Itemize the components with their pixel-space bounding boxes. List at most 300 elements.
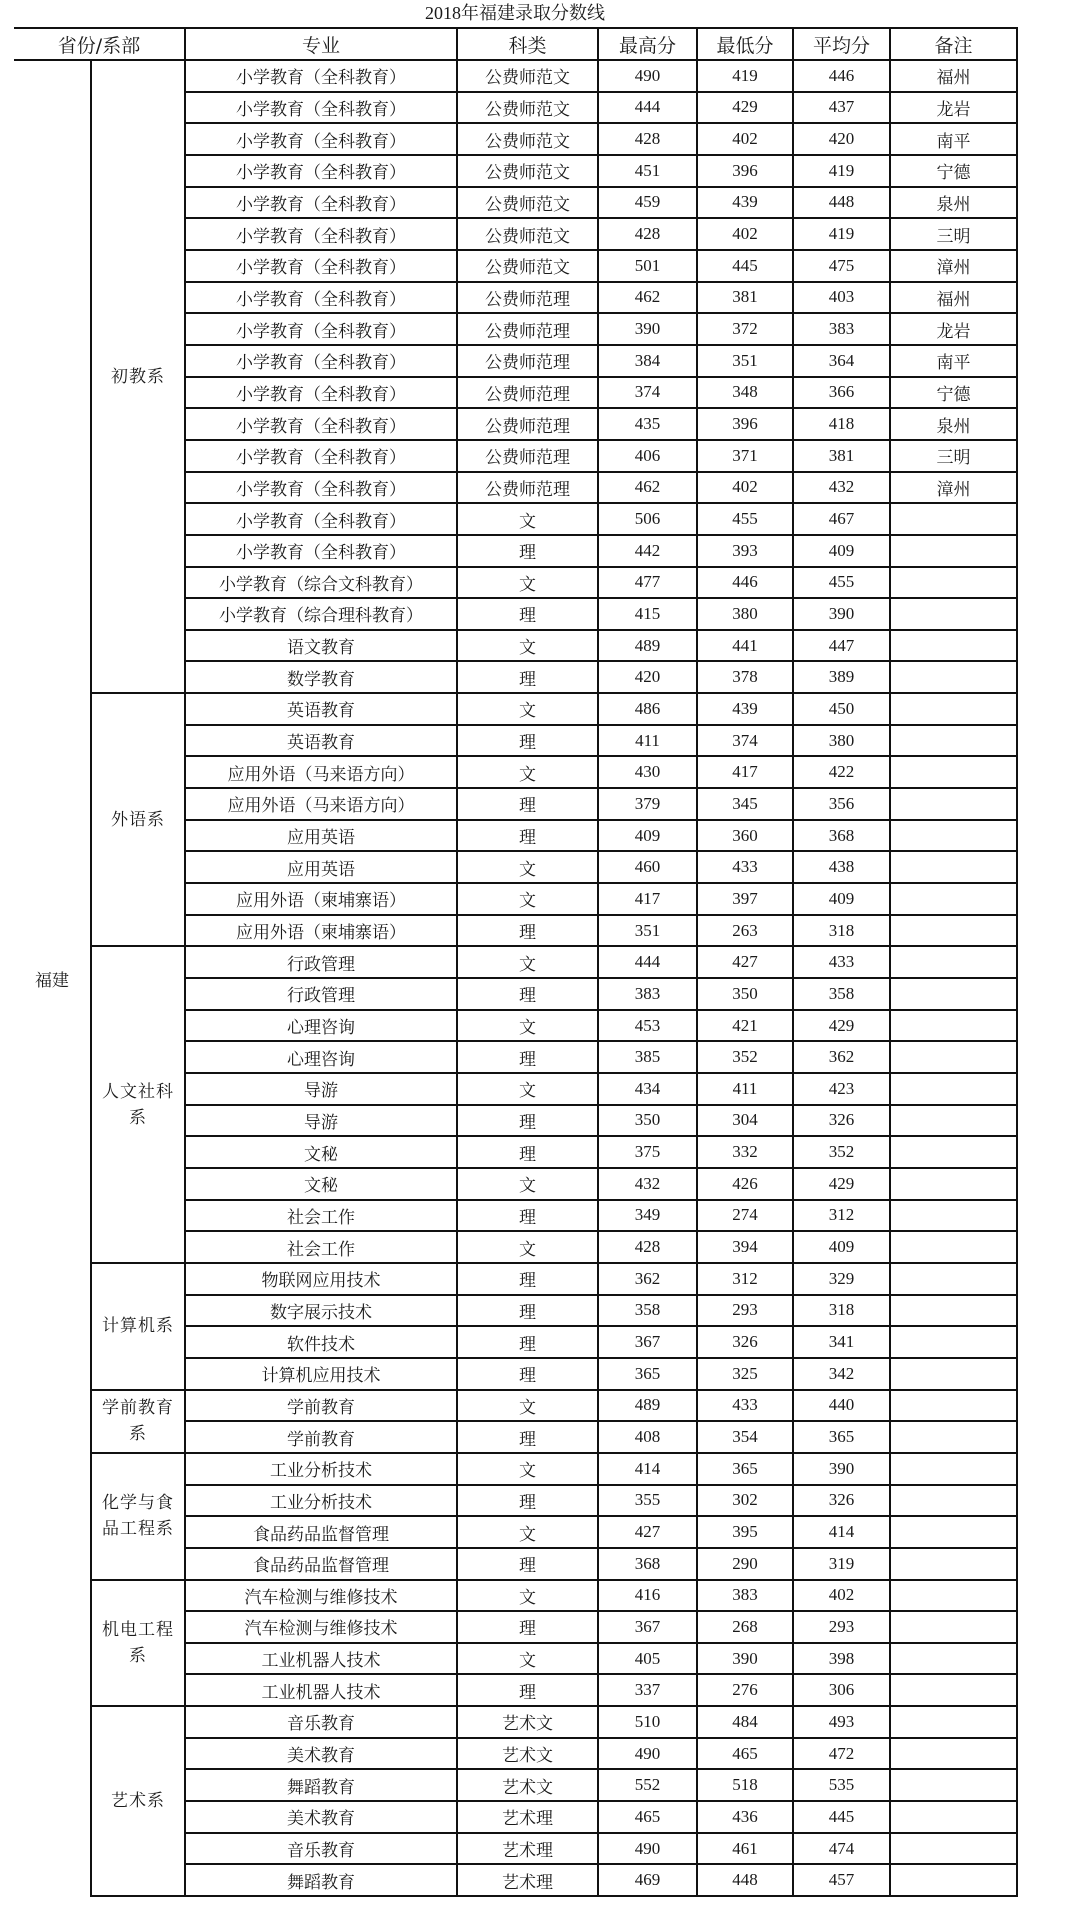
avg-score-cell: 409: [793, 1231, 890, 1263]
table-row: [14, 1706, 1017, 1738]
max-score-cell: 444: [598, 946, 697, 978]
max-score-cell: 459: [598, 187, 697, 219]
min-score-cell: 421: [697, 1010, 793, 1042]
max-score-cell: 367: [598, 1611, 697, 1643]
major-cell: 小学教育（全科教育）: [185, 377, 457, 409]
note-cell: [890, 630, 1017, 662]
major-cell: 舞蹈教育: [185, 1864, 457, 1896]
note-cell: [890, 1453, 1017, 1485]
min-score-cell: 268: [697, 1611, 793, 1643]
max-score-cell: 351: [598, 915, 697, 947]
max-score-cell: 477: [598, 567, 697, 599]
avg-score-cell: 455: [793, 567, 890, 599]
category-cell: 艺术理: [457, 1833, 598, 1865]
max-score-cell: 510: [598, 1706, 697, 1738]
max-score-cell: 434: [598, 1073, 697, 1105]
avg-score-cell: 342: [793, 1358, 890, 1390]
avg-score-cell: 403: [793, 282, 890, 314]
major-cell: 小学教育（综合文科教育）: [185, 567, 457, 599]
major-cell: 小学教育（全科教育）: [185, 60, 457, 92]
max-score-cell: 427: [598, 1516, 697, 1548]
avg-score-cell: 329: [793, 1263, 890, 1295]
max-score-cell: 405: [598, 1643, 697, 1675]
major-cell: 小学教育（全科教育）: [185, 92, 457, 124]
min-score-cell: 290: [697, 1548, 793, 1580]
avg-score-cell: 438: [793, 851, 890, 883]
note-cell: 福州: [890, 282, 1017, 314]
category-cell: 理: [457, 820, 598, 852]
avg-score-cell: 341: [793, 1326, 890, 1358]
min-score-cell: 350: [697, 978, 793, 1010]
category-cell: 文: [457, 1231, 598, 1263]
major-cell: 音乐教育: [185, 1706, 457, 1738]
category-cell: 文: [457, 567, 598, 599]
note-cell: [890, 1390, 1017, 1422]
avg-score-cell: 390: [793, 1453, 890, 1485]
min-score-cell: 465: [697, 1738, 793, 1770]
major-cell: 小学教育（全科教育）: [185, 155, 457, 187]
category-cell: 理: [457, 788, 598, 820]
category-cell: 理: [457, 978, 598, 1010]
max-score-cell: 365: [598, 1358, 697, 1390]
avg-score-cell: 352: [793, 1136, 890, 1168]
max-score-cell: 383: [598, 978, 697, 1010]
min-score-cell: 396: [697, 408, 793, 440]
province-cell: 福建: [14, 60, 91, 1896]
min-score-cell: 439: [697, 693, 793, 725]
max-score-cell: 490: [598, 60, 697, 92]
avg-score-cell: 389: [793, 661, 890, 693]
avg-score-cell: 319: [793, 1548, 890, 1580]
avg-score-cell: 472: [793, 1738, 890, 1770]
note-cell: [890, 915, 1017, 947]
header-avg-score: 平均分: [793, 28, 890, 60]
category-cell: 文: [457, 851, 598, 883]
min-score-cell: 312: [697, 1263, 793, 1295]
major-cell: 舞蹈教育: [185, 1769, 457, 1801]
major-cell: 工业机器人技术: [185, 1643, 457, 1675]
table-row: [14, 1580, 1017, 1612]
major-cell: 数学教育: [185, 661, 457, 693]
max-score-cell: 460: [598, 851, 697, 883]
header-province-dept: 省份/系部: [14, 28, 185, 60]
note-cell: [890, 693, 1017, 725]
note-cell: [890, 503, 1017, 535]
avg-score-cell: 446: [793, 60, 890, 92]
avg-score-cell: 423: [793, 1073, 890, 1105]
category-cell: 文: [457, 693, 598, 725]
note-cell: [890, 1485, 1017, 1517]
max-score-cell: 390: [598, 313, 697, 345]
min-score-cell: 354: [697, 1421, 793, 1453]
major-cell: 应用外语（马来语方向）: [185, 788, 457, 820]
avg-score-cell: 437: [793, 92, 890, 124]
avg-score-cell: 409: [793, 535, 890, 567]
major-cell: 物联网应用技术: [185, 1263, 457, 1295]
note-cell: [890, 1769, 1017, 1801]
min-score-cell: 326: [697, 1326, 793, 1358]
min-score-cell: 397: [697, 883, 793, 915]
page-title: 2018年福建录取分数线: [425, 3, 605, 23]
major-cell: 行政管理: [185, 946, 457, 978]
major-cell: 应用英语: [185, 851, 457, 883]
max-score-cell: 355: [598, 1485, 697, 1517]
avg-score-cell: 390: [793, 598, 890, 630]
avg-score-cell: 368: [793, 820, 890, 852]
min-score-cell: 380: [697, 598, 793, 630]
department-cell: 初教系: [91, 60, 185, 693]
avg-score-cell: 432: [793, 472, 890, 504]
note-cell: [890, 1168, 1017, 1200]
category-cell: 艺术文: [457, 1738, 598, 1770]
major-cell: 心理咨询: [185, 1041, 457, 1073]
note-cell: [890, 1738, 1017, 1770]
avg-score-cell: 419: [793, 218, 890, 250]
avg-score-cell: 445: [793, 1801, 890, 1833]
category-cell: 文: [457, 756, 598, 788]
note-cell: [890, 1200, 1017, 1232]
min-score-cell: 411: [697, 1073, 793, 1105]
note-cell: [890, 567, 1017, 599]
category-cell: 理: [457, 1041, 598, 1073]
min-score-cell: 365: [697, 1453, 793, 1485]
category-cell: 公费师范理: [457, 282, 598, 314]
min-score-cell: 371: [697, 440, 793, 472]
category-cell: 理: [457, 1136, 598, 1168]
max-score-cell: 442: [598, 535, 697, 567]
max-score-cell: 358: [598, 1295, 697, 1327]
department-cell: 机电工程系: [91, 1580, 185, 1707]
min-score-cell: 360: [697, 820, 793, 852]
avg-score-cell: 381: [793, 440, 890, 472]
category-cell: 文: [457, 1580, 598, 1612]
note-cell: [890, 1548, 1017, 1580]
header-major: 专业: [185, 28, 457, 60]
category-cell: 文: [457, 1643, 598, 1675]
note-cell: [890, 756, 1017, 788]
min-score-cell: 461: [697, 1833, 793, 1865]
min-score-cell: 396: [697, 155, 793, 187]
min-score-cell: 484: [697, 1706, 793, 1738]
major-cell: 小学教育（全科教育）: [185, 123, 457, 155]
note-cell: 泉州: [890, 408, 1017, 440]
max-score-cell: 420: [598, 661, 697, 693]
category-cell: 理: [457, 1200, 598, 1232]
category-cell: 公费师范文: [457, 187, 598, 219]
note-cell: [890, 1105, 1017, 1137]
max-score-cell: 417: [598, 883, 697, 915]
category-cell: 理: [457, 1326, 598, 1358]
min-score-cell: 293: [697, 1295, 793, 1327]
avg-score-cell: 429: [793, 1168, 890, 1200]
department-cell: 外语系: [91, 693, 185, 946]
major-cell: 小学教育（全科教育）: [185, 345, 457, 377]
major-cell: 语文教育: [185, 630, 457, 662]
min-score-cell: 302: [697, 1485, 793, 1517]
max-score-cell: 416: [598, 1580, 697, 1612]
major-cell: 小学教育（全科教育）: [185, 472, 457, 504]
category-cell: 公费师范理: [457, 440, 598, 472]
note-cell: [890, 1326, 1017, 1358]
admission-score-table: [14, 27, 1018, 1897]
major-cell: 导游: [185, 1105, 457, 1137]
min-score-cell: 304: [697, 1105, 793, 1137]
avg-score-cell: 318: [793, 1295, 890, 1327]
max-score-cell: 428: [598, 218, 697, 250]
major-cell: 小学教育（全科教育）: [185, 440, 457, 472]
header-note: 备注: [890, 28, 1017, 60]
major-cell: 小学教育（全科教育）: [185, 250, 457, 282]
min-score-cell: 402: [697, 123, 793, 155]
avg-score-cell: 447: [793, 630, 890, 662]
min-score-cell: 352: [697, 1041, 793, 1073]
major-cell: 应用英语: [185, 820, 457, 852]
major-cell: 食品药品监督管理: [185, 1548, 457, 1580]
category-cell: 理: [457, 1548, 598, 1580]
table-row: [14, 1263, 1017, 1295]
min-score-cell: 325: [697, 1358, 793, 1390]
category-cell: 文: [457, 946, 598, 978]
min-score-cell: 390: [697, 1643, 793, 1675]
max-score-cell: 414: [598, 1453, 697, 1485]
major-cell: 数字展示技术: [185, 1295, 457, 1327]
category-cell: 文: [457, 503, 598, 535]
category-cell: 公费师范理: [457, 313, 598, 345]
max-score-cell: 465: [598, 1801, 697, 1833]
major-cell: 心理咨询: [185, 1010, 457, 1042]
max-score-cell: 367: [598, 1326, 697, 1358]
category-cell: 艺术理: [457, 1864, 598, 1896]
avg-score-cell: 364: [793, 345, 890, 377]
category-cell: 公费师范文: [457, 218, 598, 250]
min-score-cell: 378: [697, 661, 793, 693]
avg-score-cell: 419: [793, 155, 890, 187]
min-score-cell: 441: [697, 630, 793, 662]
avg-score-cell: 356: [793, 788, 890, 820]
major-cell: 工业分析技术: [185, 1453, 457, 1485]
min-score-cell: 455: [697, 503, 793, 535]
max-score-cell: 350: [598, 1105, 697, 1137]
max-score-cell: 375: [598, 1136, 697, 1168]
max-score-cell: 368: [598, 1548, 697, 1580]
max-score-cell: 451: [598, 155, 697, 187]
max-score-cell: 489: [598, 630, 697, 662]
table-row: [14, 693, 1017, 725]
avg-score-cell: 457: [793, 1864, 890, 1896]
major-cell: 文秘: [185, 1168, 457, 1200]
major-cell: 应用外语（柬埔寨语）: [185, 883, 457, 915]
category-cell: 文: [457, 630, 598, 662]
min-score-cell: 345: [697, 788, 793, 820]
min-score-cell: 433: [697, 1390, 793, 1422]
min-score-cell: 419: [697, 60, 793, 92]
category-cell: 艺术文: [457, 1769, 598, 1801]
avg-score-cell: 535: [793, 1769, 890, 1801]
note-cell: [890, 1136, 1017, 1168]
note-cell: 宁德: [890, 155, 1017, 187]
min-score-cell: 332: [697, 1136, 793, 1168]
major-cell: 学前教育: [185, 1390, 457, 1422]
min-score-cell: 429: [697, 92, 793, 124]
min-score-cell: 446: [697, 567, 793, 599]
avg-score-cell: 429: [793, 1010, 890, 1042]
major-cell: 文秘: [185, 1136, 457, 1168]
min-score-cell: 445: [697, 250, 793, 282]
major-cell: 汽车检测与维修技术: [185, 1611, 457, 1643]
category-cell: 艺术理: [457, 1801, 598, 1833]
max-score-cell: 486: [598, 693, 697, 725]
table-row: [14, 1390, 1017, 1422]
note-cell: [890, 1295, 1017, 1327]
avg-score-cell: 474: [793, 1833, 890, 1865]
category-cell: 公费师范文: [457, 92, 598, 124]
category-cell: 理: [457, 1263, 598, 1295]
max-score-cell: 362: [598, 1263, 697, 1295]
major-cell: 食品药品监督管理: [185, 1516, 457, 1548]
min-score-cell: 276: [697, 1674, 793, 1706]
avg-score-cell: 293: [793, 1611, 890, 1643]
major-cell: 工业分析技术: [185, 1485, 457, 1517]
major-cell: 小学教育（全科教育）: [185, 313, 457, 345]
category-cell: 理: [457, 535, 598, 567]
min-score-cell: 383: [697, 1580, 793, 1612]
note-cell: 南平: [890, 345, 1017, 377]
avg-score-cell: 420: [793, 123, 890, 155]
avg-score-cell: 318: [793, 915, 890, 947]
max-score-cell: 432: [598, 1168, 697, 1200]
max-score-cell: 384: [598, 345, 697, 377]
table-row: [14, 946, 1017, 978]
max-score-cell: 490: [598, 1833, 697, 1865]
department-cell: 人文社科系: [91, 946, 185, 1263]
note-cell: [890, 1706, 1017, 1738]
max-score-cell: 552: [598, 1769, 697, 1801]
major-cell: 小学教育（全科教育）: [185, 503, 457, 535]
min-score-cell: 393: [697, 535, 793, 567]
note-cell: [890, 1611, 1017, 1643]
min-score-cell: 372: [697, 313, 793, 345]
major-cell: 学前教育: [185, 1421, 457, 1453]
note-cell: [890, 946, 1017, 978]
table-row: [14, 1453, 1017, 1485]
note-cell: [890, 1358, 1017, 1390]
avg-score-cell: 358: [793, 978, 890, 1010]
min-score-cell: 433: [697, 851, 793, 883]
max-score-cell: 415: [598, 598, 697, 630]
avg-score-cell: 493: [793, 1706, 890, 1738]
note-cell: [890, 1801, 1017, 1833]
avg-score-cell: 422: [793, 756, 890, 788]
category-cell: 理: [457, 1105, 598, 1137]
note-cell: [890, 535, 1017, 567]
major-cell: 英语教育: [185, 693, 457, 725]
category-cell: 公费师范文: [457, 155, 598, 187]
note-cell: [890, 1041, 1017, 1073]
avg-score-cell: 326: [793, 1105, 890, 1137]
major-cell: 应用外语（柬埔寨语）: [185, 915, 457, 947]
major-cell: 小学教育（全科教育）: [185, 408, 457, 440]
table-row: [14, 60, 1017, 92]
max-score-cell: 435: [598, 408, 697, 440]
category-cell: 理: [457, 1485, 598, 1517]
note-cell: [890, 725, 1017, 757]
major-cell: 社会工作: [185, 1231, 457, 1263]
max-score-cell: 349: [598, 1200, 697, 1232]
note-cell: [890, 1580, 1017, 1612]
header-min-score: 最低分: [697, 28, 793, 60]
min-score-cell: 263: [697, 915, 793, 947]
department-cell: 计算机系: [91, 1263, 185, 1390]
major-cell: 软件技术: [185, 1326, 457, 1358]
major-cell: 应用外语（马来语方向）: [185, 756, 457, 788]
max-score-cell: 428: [598, 123, 697, 155]
category-cell: 艺术文: [457, 1706, 598, 1738]
note-cell: 漳州: [890, 472, 1017, 504]
max-score-cell: 489: [598, 1390, 697, 1422]
major-cell: 汽车检测与维修技术: [185, 1580, 457, 1612]
avg-score-cell: 450: [793, 693, 890, 725]
category-cell: 公费师范文: [457, 250, 598, 282]
max-score-cell: 462: [598, 472, 697, 504]
min-score-cell: 426: [697, 1168, 793, 1200]
table-header-row: [14, 28, 1017, 60]
major-cell: 社会工作: [185, 1200, 457, 1232]
category-cell: 理: [457, 1674, 598, 1706]
avg-score-cell: 366: [793, 377, 890, 409]
category-cell: 文: [457, 1390, 598, 1422]
max-score-cell: 408: [598, 1421, 697, 1453]
major-cell: 小学教育（全科教育）: [185, 282, 457, 314]
min-score-cell: 439: [697, 187, 793, 219]
major-cell: 美术教育: [185, 1738, 457, 1770]
max-score-cell: 379: [598, 788, 697, 820]
category-cell: 理: [457, 1358, 598, 1390]
note-cell: [890, 1421, 1017, 1453]
major-cell: 英语教育: [185, 725, 457, 757]
category-cell: 文: [457, 1516, 598, 1548]
max-score-cell: 406: [598, 440, 697, 472]
category-cell: 文: [457, 1010, 598, 1042]
header-category: 科类: [457, 28, 598, 60]
avg-score-cell: 380: [793, 725, 890, 757]
max-score-cell: 469: [598, 1864, 697, 1896]
department-cell: 艺术系: [91, 1706, 185, 1896]
min-score-cell: 274: [697, 1200, 793, 1232]
avg-score-cell: 365: [793, 1421, 890, 1453]
min-score-cell: 518: [697, 1769, 793, 1801]
avg-score-cell: 414: [793, 1516, 890, 1548]
category-cell: 公费师范文: [457, 60, 598, 92]
note-cell: 三明: [890, 218, 1017, 250]
note-cell: [890, 1864, 1017, 1896]
min-score-cell: 402: [697, 218, 793, 250]
avg-score-cell: 362: [793, 1041, 890, 1073]
note-cell: [890, 820, 1017, 852]
major-cell: 工业机器人技术: [185, 1674, 457, 1706]
min-score-cell: 436: [697, 1801, 793, 1833]
note-cell: [890, 1643, 1017, 1675]
major-cell: 小学教育（综合理科教育）: [185, 598, 457, 630]
category-cell: 理: [457, 1295, 598, 1327]
category-cell: 理: [457, 725, 598, 757]
min-score-cell: 417: [697, 756, 793, 788]
min-score-cell: 381: [697, 282, 793, 314]
min-score-cell: 402: [697, 472, 793, 504]
avg-score-cell: 409: [793, 883, 890, 915]
max-score-cell: 428: [598, 1231, 697, 1263]
note-cell: [890, 851, 1017, 883]
note-cell: [890, 1231, 1017, 1263]
